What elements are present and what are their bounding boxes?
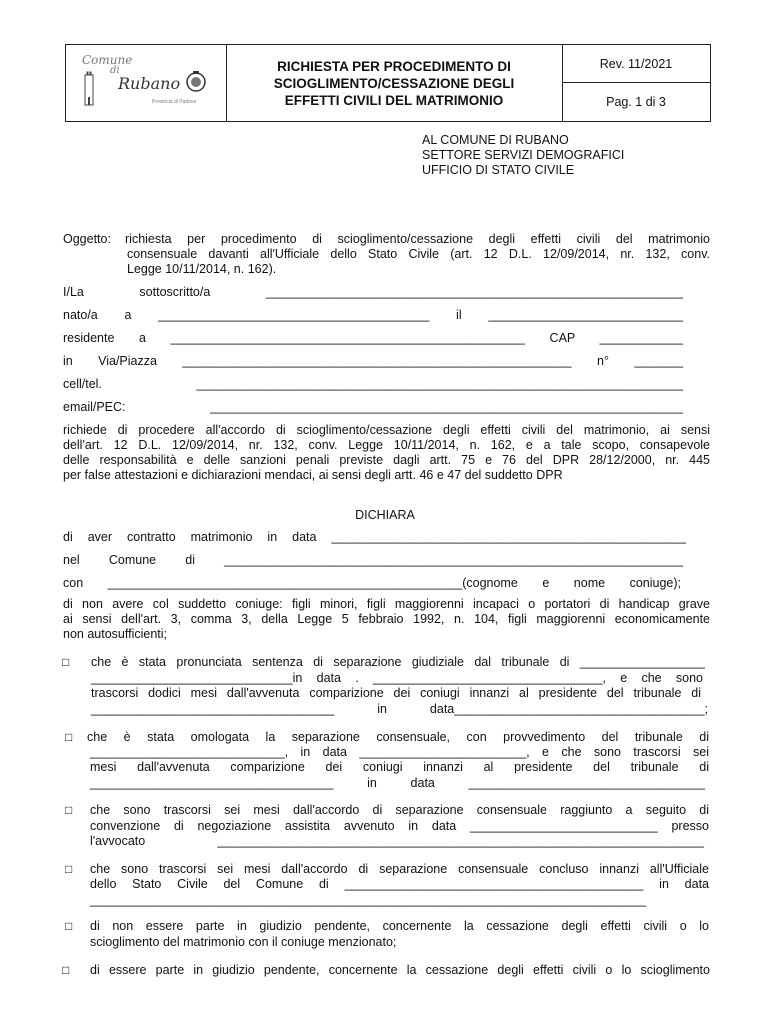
option-3-line: che sono trascorsi sei mesi dall'accordo di separazione consensuale raggiunto a seguito di xyxy=(90,803,709,817)
checkbox-option-5[interactable]: □ xyxy=(65,919,73,933)
document-title xyxy=(226,45,563,121)
addressee-line: UFFICIO DI STATO CIVILE xyxy=(422,163,575,177)
request-line: richiede di procedere all'accordo di scioglimento/cessazione degli effetti civili del matrimonio, ai sensi xyxy=(63,423,710,437)
field-residente[interactable]: residente a ___________________________________________________ CAP ____________ xyxy=(63,331,683,345)
option-3-line: l'avvocato ______________________________________________________________________ xyxy=(90,834,704,848)
option-5-line: di non essere parte in giudizio pendente, concernente la cessazione degli effetti civili o lo xyxy=(90,919,709,933)
checkbox-option-1[interactable]: □ xyxy=(62,655,70,669)
addressee-block xyxy=(422,133,624,178)
oggetto-line: Legge 10/11/2014, n. 162). xyxy=(127,262,277,276)
logo-di-text: di xyxy=(110,65,120,76)
option-5-line: scioglimento del matrimonio con il coniuge menzionato; xyxy=(90,935,397,949)
option-2-line: ____________________________, in data ________________________, e che sono trascorsi sei xyxy=(90,745,709,759)
request-line: dell'art. 12 D.L. 12/09/2014, nr. 132, conv. Legge 10/11/2014, n. 162, e a tale scopo, consapevole xyxy=(63,438,710,452)
request-line: per false attestazioni e dichiarazioni mendaci, ai sensi degli artt. 46 e 47 del suddetto DPR xyxy=(63,468,563,482)
option-1-line: che è stata pronunciata sentenza di separazione giudiziale dal tribunale di __________________ xyxy=(91,655,705,669)
oggetto-label: Oggetto: xyxy=(63,232,111,246)
option-1-line: _____________________________in data . _________________________________, e che sono xyxy=(91,671,703,685)
option-3-line: convenzione di negoziazione assistita avvenuto in data ___________________________ presso xyxy=(90,819,709,833)
field-coniuge[interactable]: con ___________________________________________________(cognome e nome coniuge); xyxy=(63,576,681,590)
document-meta xyxy=(562,45,710,121)
oggetto-line: richiesta per procedimento di scioglimento/cessazione degli effetti civili del matrimonio xyxy=(125,232,710,246)
field-nato-a[interactable]: nato/a a _______________________________________ il ____________________________ xyxy=(63,308,683,322)
figli-line: ai sensi dell'art. 3, comma 3, della Legge 5 febbraio 1992, n. 104, figli maggiorenni economicamente xyxy=(63,612,710,626)
page-number: Pag. 1 di 3 xyxy=(606,94,666,109)
revision-label: Rev. 11/2021 xyxy=(562,45,710,83)
field-data-matrimonio[interactable]: di aver contratto matrimonio in data ___________________________________________________ xyxy=(63,530,686,544)
checkbox-option-6[interactable]: □ xyxy=(62,963,70,977)
option-4-line: che sono trascorsi sei mesi dall'accordo di separazione consensuale concluso innanzi all'Ufficiale xyxy=(90,862,709,876)
checkbox-option-2[interactable]: □ xyxy=(65,730,73,744)
title-line: SCIOGLIMENTO/CESSAZIONE DEGLI xyxy=(273,75,515,91)
option-2-line: che è stata omologata la separazione consensuale, con provvedimento del tribunale di xyxy=(87,730,709,744)
option-2-line: mesi dall'avvenuta comparizione dei coniugi innanzi al presidente del tribunale di xyxy=(90,760,709,774)
field-via-piazza[interactable]: in Via/Piazza ________________________________________________________ n° _______ xyxy=(63,354,683,368)
field-sottoscritto[interactable]: I/La sottoscritto/a ____________________________________________________________ xyxy=(63,285,683,299)
logo-comune-text: Comune xyxy=(82,53,133,67)
document-header xyxy=(65,44,711,122)
field-comune-matrimonio[interactable]: nel Comune di __________________________________________________________________ xyxy=(63,553,683,567)
option-6-line: di essere parte in giudizio pendente, concernente la cessazione degli effetti civili o lo scioglimento xyxy=(90,963,710,977)
title-line: EFFETTI CIVILI DEL MATRIMONIO xyxy=(284,92,504,108)
option-1-line: trascorsi dodici mesi dall'avvenuta comparizione dei coniugi innanzi al presidente del tribunale di xyxy=(91,686,701,700)
addressee-line: SETTORE SERVIZI DEMOGRAFICI xyxy=(422,148,625,162)
figli-line: di non avere col suddetto coniuge: figli minori, figli maggiorenni incapaci o portatori di handicap grave xyxy=(63,597,710,611)
checkbox-option-3[interactable]: □ xyxy=(65,803,73,817)
option-2-line: ___________________________________ in data __________________________________ xyxy=(90,776,705,790)
figli-line: non autosufficienti; xyxy=(63,627,168,641)
oggetto-line: consensuale davanti all'Ufficiale dello Stato Civile (art. 12 D.L. 12/09/2014, nr. 132, conv. xyxy=(127,247,710,261)
option-1-line: ___________________________________ in data____________________________________; xyxy=(91,702,708,716)
field-cell-tel[interactable]: cell/tel. ______________________________________________________________________ xyxy=(63,377,683,391)
addressee-line: AL COMUNE DI RUBANO xyxy=(422,133,569,147)
request-line: delle responsabilità e delle sanzioni penali previste dagli artt. 75 e 76 del DPR 28/12/2000, nr. 445 xyxy=(63,453,710,467)
option-4-line: dello Stato Civile del Comune di ___________________________________________ in data xyxy=(90,877,709,891)
municipality-logo xyxy=(66,45,227,121)
crest-icon xyxy=(186,71,206,93)
checkbox-option-4[interactable]: □ xyxy=(65,862,73,876)
option-4-line: ________________________________________________________________________________ xyxy=(90,893,647,907)
logo-rubano-text: Rubano xyxy=(118,74,181,93)
logo-subtitle: Provincia di Padova xyxy=(152,99,197,105)
dichiara-heading: DICHIARA xyxy=(355,508,415,522)
tower-icon xyxy=(82,71,96,111)
field-email-pec[interactable]: email/PEC: ____________________________________________________________________ xyxy=(63,400,683,414)
title-line: RICHIESTA PER PROCEDIMENTO DI xyxy=(277,58,511,74)
